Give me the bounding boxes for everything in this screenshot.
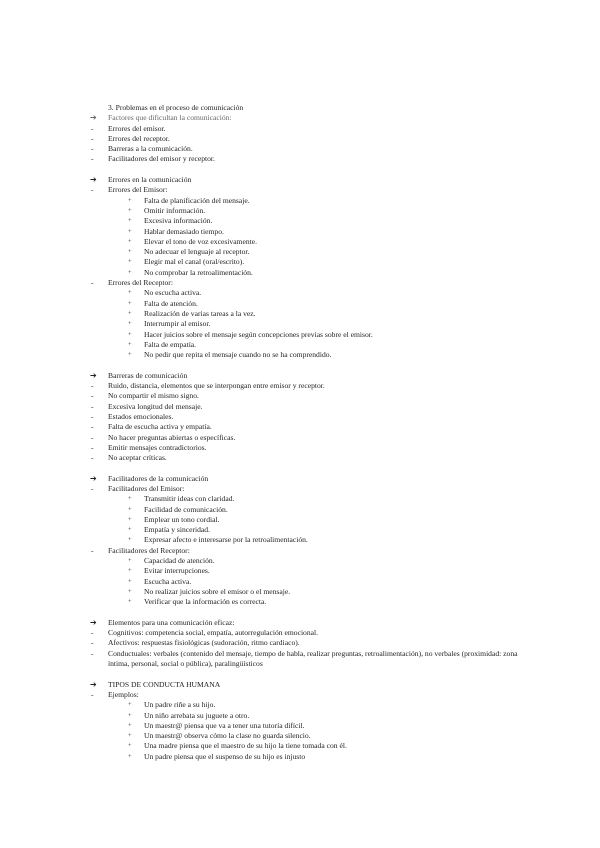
- sub-list-item: [90, 711, 520, 721]
- sub-list-item-text: Un niño arrebata su juguete a otro.: [144, 710, 250, 720]
- sub-list-item: [90, 597, 520, 607]
- sub-list-item-text: Un padre riñe a su hijo.: [144, 700, 216, 710]
- section-title: [90, 680, 520, 690]
- list-item: [90, 391, 520, 401]
- list-item-text: Ruido, distancia, elementos que se interpongan entre emisor y receptor.: [108, 381, 325, 391]
- sub-list-item: [90, 350, 520, 360]
- list-item: [90, 154, 520, 164]
- bullet-marker: +: [128, 752, 132, 760]
- sub-list-item-text: Transmitir ideas con claridad.: [144, 494, 235, 504]
- list-item: [90, 484, 520, 494]
- sub-list-item-text: Falta de atención.: [144, 298, 198, 308]
- sub-list-item: [90, 731, 520, 741]
- bullet-marker: +: [128, 742, 132, 750]
- sub-list-item: [90, 505, 520, 515]
- sub-list-item-text: Excesiva información.: [144, 216, 213, 226]
- list-item: [90, 443, 520, 453]
- section-title: [90, 175, 520, 185]
- bullet-marker: +: [128, 258, 132, 266]
- sub-list-item-text: Un maestr@ piensa que va a tener una tutoría difícil.: [144, 720, 305, 730]
- sub-list-item-text: Hablar demasiado tiempo.: [144, 226, 224, 236]
- section-title-text: Barreras de comunicación: [108, 370, 188, 380]
- sub-list-item: [90, 216, 520, 226]
- bullet-marker: ➔: [90, 113, 97, 123]
- sub-list-item-text: Un maestr@ observa cómo la clase no guarda silencio.: [144, 731, 311, 741]
- bullet-marker: -: [91, 123, 94, 133]
- section-title-text: Factores que dificultan la comunicación:: [108, 113, 232, 123]
- sub-list-item-text: Elegir mal el canal (oral/escrito).: [144, 257, 245, 267]
- list-item-text: Estados emocionales.: [108, 411, 174, 421]
- bullet-marker: +: [128, 351, 132, 359]
- bullet-marker: +: [128, 289, 132, 297]
- bullet-marker: ➔: [90, 175, 97, 185]
- sub-list-item: [90, 752, 520, 762]
- bullet-marker: +: [128, 711, 132, 719]
- bullet-marker: +: [128, 598, 132, 606]
- list-item: [90, 185, 520, 195]
- sub-list-item-text: Escucha activa.: [144, 576, 192, 586]
- bullet-marker: -: [91, 545, 94, 555]
- sub-list-item-text: Elevar el tono de voz excesivamente.: [144, 236, 258, 246]
- list-item-text: Errores del receptor.: [108, 133, 170, 143]
- sub-list-item: [90, 741, 520, 751]
- bullet-marker: ➔: [90, 679, 97, 689]
- bullet-marker: +: [128, 557, 132, 565]
- document-body: [90, 103, 520, 762]
- sub-list-item-text: Interrumpir al emisor.: [144, 319, 211, 329]
- sub-list-item: [90, 515, 520, 525]
- list-item: [90, 124, 520, 134]
- sub-list-item: [90, 309, 520, 319]
- bullet-marker: -: [91, 453, 94, 463]
- bullet-marker: +: [128, 587, 132, 595]
- list-item: [90, 546, 520, 556]
- list-item-text: No hacer preguntas abiertas o específicas.: [108, 432, 236, 442]
- list-item: [90, 690, 520, 700]
- sub-list-item-text: No pedir que repita el mensaje cuando no se ha comprendido.: [144, 350, 332, 360]
- bullet-marker: -: [91, 391, 94, 401]
- bullet-marker: -: [91, 185, 94, 195]
- section-title-text: Elementos para una comunicación eficaz:: [108, 617, 235, 627]
- list-item: [90, 402, 520, 412]
- sub-list-item-text: Una madre piensa que el maestro de su hijo la tiene tomada con él.: [144, 741, 347, 751]
- bullet-marker: +: [128, 268, 132, 276]
- bullet-marker: +: [128, 206, 132, 214]
- sub-list-item-text: Omitir información.: [144, 205, 206, 215]
- list-item: [90, 453, 520, 463]
- section-title: [90, 371, 520, 381]
- spacer: [90, 669, 520, 679]
- bullet-marker: +: [128, 577, 132, 585]
- sub-list-item-text: No comprobar la retroalimentación.: [144, 267, 253, 277]
- section-title-text: Facilitadores de la comunicación: [108, 473, 209, 483]
- sub-list-item-text: No realizar juicios sobre el emisor o el mensaje.: [144, 586, 291, 596]
- bullet-marker: -: [91, 133, 94, 143]
- bullet-marker: +: [128, 320, 132, 328]
- sub-list-item: [90, 288, 520, 298]
- bullet-marker: +: [128, 196, 132, 204]
- sub-list-item: [90, 494, 520, 504]
- spacer: [90, 165, 520, 175]
- list-item-text: No aceptar críticas.: [108, 453, 167, 463]
- bullet-marker: +: [128, 217, 132, 225]
- sub-list-item-text: No adecuar el lenguaje al receptor.: [144, 247, 250, 257]
- list-item-text: Afectivos: respuestas fisiológicas (sudoración, ritmo cardiaco).: [108, 638, 300, 648]
- bullet-marker: +: [128, 567, 132, 575]
- list-item: [90, 412, 520, 422]
- list-item-text: Facilitadores del emisor y receptor.: [108, 154, 215, 164]
- bullet-marker: +: [128, 505, 132, 513]
- sub-list-item-text: Emplear un tono cordial.: [144, 514, 220, 524]
- sub-list-item: [90, 340, 520, 350]
- sub-list-item-text: Falta de planificación del mensaje.: [144, 195, 250, 205]
- sub-list-item-text: Evitar interrupciones.: [144, 566, 210, 576]
- bullet-marker: +: [128, 515, 132, 523]
- list-item-text: Conductuales: verbales (contenido del mensaje, tiempo de habla, realizar preguntas, retroalimentación), no verbales (proximidad: zona íntima, personal, social o pública), paralingüísticos: [108, 648, 518, 669]
- bullet-marker: +: [128, 721, 132, 729]
- sub-list-item-text: Falta de empatía.: [144, 339, 197, 349]
- spacer: [90, 463, 520, 473]
- bullet-marker: -: [91, 689, 94, 699]
- bullet-marker: -: [91, 401, 94, 411]
- section-title: [90, 474, 520, 484]
- bullet-marker: -: [91, 638, 94, 648]
- sub-list-item-text: Realización de varias tareas a la vez.: [144, 308, 256, 318]
- section-title: [90, 113, 520, 123]
- sub-list-item: [90, 319, 520, 329]
- bullet-marker: -: [91, 442, 94, 452]
- bullet-marker: -: [91, 144, 94, 154]
- list-item-text: No compartir el mismo signo.: [108, 391, 199, 401]
- list-item-text: Errores del Receptor:: [108, 278, 173, 288]
- bullet-marker: -: [91, 483, 94, 493]
- list-item-text: Emitir mensajes contradictorios.: [108, 442, 207, 452]
- list-item: [90, 649, 520, 670]
- section-title-text: TIPOS DE CONDUCTA HUMANA: [108, 679, 221, 689]
- bullet-marker: -: [91, 432, 94, 442]
- sub-list-item: [90, 196, 520, 206]
- sub-list-item-text: Hacer juicios sobre el mensaje según concepciones previas sobre el emisor.: [144, 329, 373, 339]
- bullet-marker: -: [91, 422, 94, 432]
- list-item-text: Facilitadores del Emisor:: [108, 483, 185, 493]
- list-item-text: Errores del emisor.: [108, 123, 166, 133]
- sub-list-item: [90, 700, 520, 710]
- list-item: [90, 638, 520, 648]
- list-item: [90, 144, 520, 154]
- sub-list-item: [90, 330, 520, 340]
- list-item-text: Falta de escucha activa y empatía.: [108, 422, 212, 432]
- section-title-text: Errores en la comunicación: [108, 175, 192, 185]
- list-item: [90, 381, 520, 391]
- list-item-text: Excesiva longitud del mensaje.: [108, 401, 203, 411]
- sub-list-item: [90, 257, 520, 267]
- bullet-marker: ➔: [90, 617, 97, 627]
- bullet-marker: +: [128, 309, 132, 317]
- sub-list-item-text: Un padre piensa que el suspenso de su hijo es injusto: [144, 751, 306, 761]
- sub-list-item-text: Empatía y sinceridad.: [144, 525, 211, 535]
- bullet-marker: +: [128, 732, 132, 740]
- sub-list-item-text: Capacidad de atención.: [144, 556, 215, 566]
- list-item-text: Facilitadores del Receptor:: [108, 545, 190, 555]
- list-item-text: Barreras a la comunicación.: [108, 144, 193, 154]
- list-item: [90, 628, 520, 638]
- sub-list-item: [90, 525, 520, 535]
- sub-list-item-text: Verificar que la información es correcta.: [144, 597, 267, 607]
- bullet-marker: +: [128, 536, 132, 544]
- sub-list-item-text: No escucha activa.: [144, 288, 202, 298]
- section-title: [90, 618, 520, 628]
- list-item: [90, 422, 520, 432]
- bullet-marker: -: [91, 381, 94, 391]
- spacer: [90, 360, 520, 370]
- section-heading: 3. Problemas en el proceso de comunicación: [108, 103, 244, 112]
- bullet-marker: +: [128, 227, 132, 235]
- sub-list-item: [90, 206, 520, 216]
- bullet-marker: -: [91, 628, 94, 638]
- bullet-marker: +: [128, 299, 132, 307]
- sub-list-item: [90, 268, 520, 278]
- spacer: [90, 608, 520, 618]
- sub-list-item: [90, 566, 520, 576]
- sub-list-item: [90, 237, 520, 247]
- list-item-text: Cognitivos: competencia social, empatía, autorregulación emocional.: [108, 628, 319, 638]
- sub-list-item: [90, 247, 520, 257]
- bullet-marker: ➔: [90, 370, 97, 380]
- bullet-marker: +: [128, 526, 132, 534]
- list-item: [90, 134, 520, 144]
- sub-list-item: [90, 587, 520, 597]
- list-item: [90, 433, 520, 443]
- list-item-text: Ejemplos:: [108, 689, 139, 699]
- sub-list-item: [90, 227, 520, 237]
- bullet-marker: +: [128, 330, 132, 338]
- sub-list-item: [90, 721, 520, 731]
- list-item-text: Errores del Emisor:: [108, 185, 168, 195]
- sub-list-item: [90, 299, 520, 309]
- sub-list-item: [90, 577, 520, 587]
- bullet-marker: +: [128, 237, 132, 245]
- sub-list-item-text: Facilidad de comunicación.: [144, 504, 228, 514]
- bullet-marker: -: [91, 648, 94, 658]
- bullet-marker: +: [128, 701, 132, 709]
- sub-list-item: [90, 556, 520, 566]
- list-item: [90, 278, 520, 288]
- sub-list-item: [90, 535, 520, 545]
- bullet-marker: +: [128, 340, 132, 348]
- bullet-marker: ➔: [90, 473, 97, 483]
- bullet-marker: -: [91, 411, 94, 421]
- bullet-marker: +: [128, 495, 132, 503]
- bullet-marker: -: [91, 154, 94, 164]
- bullet-marker: +: [128, 248, 132, 256]
- sub-list-item-text: Expresar afecto e interesarse por la retroalimentación.: [144, 535, 308, 545]
- bullet-marker: -: [91, 278, 94, 288]
